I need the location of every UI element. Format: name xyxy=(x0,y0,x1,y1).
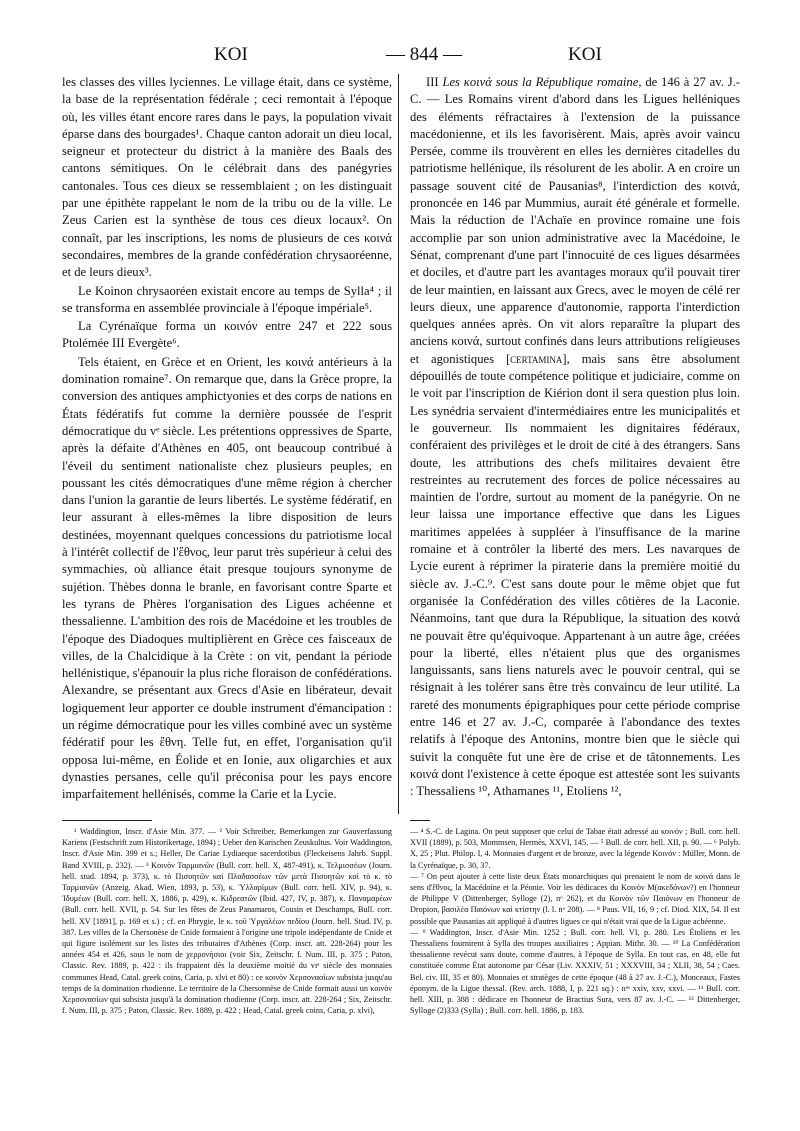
footnote: — ⁹ Waddington, Inscr. d'Asie Min. 1252 ; Bull. corr. hell. VI, p. 280. Les Étoliens et les Thessaliens fournirent à Sylla des troupes auxiliaires ; Appian. Mithr. 30. — ¹⁰ La Confédération thessalienne revécut sans doute, comme d'autres, à l'époque de Sylla. En tout cas, en 48, elle fut constituée comme État autonome par César (Liv. XXXIV, 51 ; XXXVIII, 34 ; XLII, 38, 54 ; Caes. Bel. civ. III, 35 et 80). Monnaies et stratèges de cette époque (48 à 27 av. J.-C.), Monceaux, Fastes éponym. de la Ligue thessal. (Rev. arch. 1888, I, p. 221 sq.) : nᵒˢ xxiv, xxv, xxvi. — ¹¹ Bull. corr. hell. XIII, p. 388 : dédicace en l'honneur de Bractius Sura, vers 87 av. J.-C. — ¹² Dittenberger, Sylloge (2)333 (Sylla) ; Bull. corr. hell. 1886, p. 183. xyxy=(410,927,740,1016)
section-paragraph xyxy=(410,74,740,800)
paragraph: La Cyrénaïque forma un κοινόν entre 247 et 222 sous Ptolémée III Evergète⁶. xyxy=(62,319,392,351)
paragraph: Le Koinon chrysaoréen existait encore au temps de Sylla⁴ ; il se transforma en assemblée provinciale à l'époque impériale⁵. xyxy=(62,283,392,315)
footnotes-right xyxy=(410,826,740,1016)
section-number: III xyxy=(426,75,439,89)
footnotes-left xyxy=(62,826,392,1016)
page-number: — 844 — xyxy=(386,44,462,65)
section-text: , de 146 à 27 av. J.-C. — Les Romains virent d'abord dans les Ligues helléniques des éléments réfractaires à l'extension de la puissance macédonienne, et ils les favorisèrent. Mais, après avoir vaincu Persée, comme ils trouvèrent en elles les dernières citadelles du patriotisme hellénique, ils résolurent de les abolir. A en croire un passage souvent cité de Pausanias⁸, l'interdiction des κοινά, prononcée en 146 par Mummius, aurait été générale et formelle. Mais la réduction de l'Achaïe en province romaine une fois accomplie par son union administrative avec la Macédoine, le Sénat, comprenant d'une part l'innocuité de ces ligues désarmées et dociles, et d'autre part les avantages moraux qu'il pouvait tirer de leur maintien, en laissant aux Grecs, avec le moyen de célé rer leurs dieux, une apparence d'autonomie, rapporta l'interdiction quelques années après. On vit alors reparaître la plupart des anciens κοινά, surtout confinés dans leurs attributions religieuses et agonistiques [ xyxy=(410,75,740,366)
left-text-column xyxy=(62,74,392,803)
section-title: Les κοινά sous la République romaine xyxy=(442,75,639,89)
paragraph: les classes des villes lyciennes. Le village était, dans ce système, la base de la représentation fédérale ; ceci remontait à l'époque où, les villes étant encore rares dans le pays, la population vivait éparse dans des bourgades¹. Chaque canton adorait un dieu local, seigneur et protecteur du district à la manière des Baals des cantons sémitiques. On le célébrait dans des panégyries cantonales. Tous ces dieux se ressemblaient ; on les distinguait par une épithète rappelant le nom de la tribu ou de la ville. Le Zeus Carien est la synthèse de tous ces dieux locaux². On connaît, par les inscriptions, les noms de plusieurs de ces κοινά secondaires, membres de la grande confédération chrysaoréenne, et de leurs dieux³. xyxy=(62,75,392,280)
footnote: — ⁴ S.-C. de Lagina. On peut supposer que celui de Tabae était adressé au κοινόν ; Bull. corr. hell. XVII (1889), p. 503, Mommsen, Hermès, XXVI, 145. — ⁵ Bull. de corr. hell. XII, p. 90. — ⁶ Polyb. X, 25 ; Plut. Philop. I, 4. Monnaies d'argent et de bronze, avec la légende Κοινόν : Müller, Monn. de la Cyrénaïque, p. 30, 37. xyxy=(410,827,740,870)
footnote-separator xyxy=(410,820,430,821)
right-text-column xyxy=(410,74,740,800)
footnote: ¹ Waddington, Inscr. d'Asie Min. 377. — ² Voir Schreiber, Bemerkungen zur Gauverfassung Kariens (Festschrift zum Historikertage, 1894) ; Ueber den Karischen Zeuskultus. Voir Waddington, Inscr. d'Asie Min. 399 et s.; Heller, De Cariae Lydiaeque sacerdotibus (Fleckeisens Jahrb. Suppl. Band XVIII, p. 232). — ³ Κοινὸν Ταρμιανῶν (Bull. corr. hell. X, 487-491), κ. Τελμισσέων (Journ. hell. stud. 1894, p. 373), κ. τὸ Πισυητῶν καὶ Πλαδασσέων τῶν μετὰ Πισυητῶν καὶ τὸ κ. τὸ Ταρμιανῶν (Anzeig. Akad. Wien, 1893, p. 53), κ. Ὑλλαρίμων (Bull. corr. hell. XIV, p. 94), κ. Ἰδυμέων (Bull. corr. hell. X, 1886, p. 429), κ. Κιδρεατῶν (Ibid. 427, IV, p. 387), κ. Παναμαρέων (Bull. corr. hell. XVII, p. 54. Sur les fêtes de Zeus Panamaros, Cousin et Deschamps, Bull. corr. hell. XV [1891], p. 169 et s.) ; cf. en Phrygie, le κ. τοῦ Ὑργαλέων πεδίου (Journ. hell. Stud. IV, p. 387. Les villes de la Chersonèse de Cnide formaient à l'origine une tripole indépendante de Cnide et qui figure isolément sur les listes des tributaires d'Athènes (Corp. inscr. att. 228-264) pour les années 454 et 426, sous le nom de χερρονήσιοι (voir Six, Zeitschr. f. Num. III, p. 375 ; Paton, Classic. Rev. 1889, p. 422 : ils frappaient dès la deuxième moitié du vıᵉ siècle des monnaies communes Head, Catal. greek coins, Caria, p. xlvi et 80) : ce κοινὸν Χερσονασίων subsista jusqu'au temps de la domination rhodienne. Le territoire de la Chersonnèse de Cnide formait aussi un κοινὸν Χερσονασίων qui subsista jusqu'à la domination rhodienne (Corp. inscr. att. 228-264 ; Six, Zeitschr. f. Num. III, p. 375 ; Paton, Classic. Rev. 1889, p. 422 ; Head, Catal. greek coins, Caria, p. xlvi), xyxy=(62,827,392,1016)
cross-reference: certamina xyxy=(510,351,563,366)
section-text-continued: ], mais sans être absolument dépouillés de toute compétence politique et judiciaire, comme on le voit par l'inscription de Kiérion dont il sera question plus loin. Les synédria servaient d'intermédiaires entre les municipalités et le gouverneur. Ils nommaient les dignitaires fédéraux, conféraient des privilèges et le droit de cité à des étrangers. Sans doute, les attributions des chefs militaires devaient être restreintes au recrutement des forces de police nécessaires au maintien de l'ordre, surtout au moment de la panégyrie. On ne leur laissa une importance effective que dans les Ligues maritimes appelées à suppléer à l'insuffisance de la marine romaine et à contrôler la liberté des mers. Les navarques de Lycie eurent à réprimer la piraterie dans la première moitié du siècle av. J.-C.⁹. C'est sans doute pour le même objet que fut organisée la Confédération des villes côtières de la Laconie. Néanmoins, tant que dura la République, la situation des κοινά ne pouvait être qu'équivoque. Appartenant à un autre âge, créées pour la liberté, elles n'étaient plus que des organismes languissants, sans liens naturels avec le pouvoir central, qui se résignait à les tolérer sans être très convaincu de leur utilité. La rareté des monuments épigraphiques pour cette période comprise entre 146 et 27 av. J.-C, comparée à l'abondance des textes relatifs à l'époque des Antonins, montre bien que le siècle qui suivit la conquête fut une ère de crise et de tâtonnements. Les κοινά dont l'existence à cette époque est attestée sont les suivants : Thessaliens ¹⁰, Athamanes ¹¹, Etoliens ¹², xyxy=(410,351,740,799)
header-left-keyword: KOI xyxy=(214,44,248,65)
paragraph: Tels étaient, en Grèce et en Orient, les κοινά antérieurs à la domination romaine⁷. On remarque que, dans la Grèce propre, la conversion des antiques amphictyonies et des corps de nations en États fédératifs fut comme la dernière poussée de l'esprit démocratique du vᵉ siècle. Les prétentions oppressives de Sparte, après la défaite d'Athènes en 405, ont beaucoup contribué à l'éveil du sentiment nationaliste chez plusieurs peuples, en poussant les cités démocratiques d'une même région à chercher dans l'union la garantie de leurs libertés. Le système fédératif, en leur assurant à elles-mêmes la libre disposition de leurs destinées, moyennant quelques concessions du patriotisme local à l'intérêt collectif de l'ἔθνος, leur parut très supérieur à celui des symmachies, où alliance était presque toujours synonyme de sujétion. Thèbes donna le branle, en favorisant contre Sparte et les tyrans de Phères l'organisation des Ligues achéenne et thessalienne. L'ambition des rois de Macédoine et les troubles de l'époque des Diadoques multiplièrent en Grèce ces faisceaux de villes, de la Chalcidique à la Crète : on vit, pendant la période hellénistique, s'épanouir la plus riche floraison de confédérations. Alexandre, se présentant aux Grecs d'Asie en libérateur, devait logiquement leur apporter ce double instrument d'émancipation : un régime démocratique pour les villes combiné avec un système fédératif pour les ἔθνη. Telle fut, en effet, l'organisation qu'il opposa lui-même, en Éolide et en Ionie, aux oligarchies et aux dynasties persanes, celle qu'il préconisa pour les pays encore imparfaitement hellénisés, comme la Carie et la Lycie. xyxy=(62,354,392,802)
running-header xyxy=(62,44,742,70)
column-divider xyxy=(398,74,399,814)
header-right-keyword: KOI xyxy=(568,44,602,65)
footnote-separator xyxy=(62,820,152,821)
footnote: — ⁷ On peut ajouter à cette liste deux États monarchiques qui prenaient le nom de κοινά dans le sens d'ἔθνος, la Macédoine et la Péonie. Voir les dédicaces du Κοινὸν Μ(ακεδόνων?) en l'honneur de Philippe V (Dittenberger, Sylloge (2), nᵒ 262), et du Κοινὸν τῶν Παιόνων en l'honneur de Dropion, βασιλέα Παιόνων καὶ κτίστην (l. l. nᵒ 208). — ⁸ Paus. VII, 16, 9 ; cf. Diod. XIX, 54. Il est possible que Pausanias ait appliqué à d'autres ligues ce qui n'était vrai que de la Ligue achéenne. xyxy=(410,871,740,926)
